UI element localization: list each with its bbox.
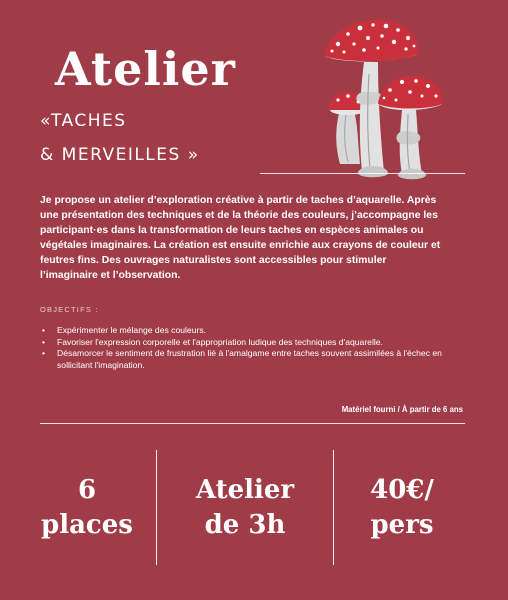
objective-text: Favoriser l'expression corporelle et l'appropriation ludique des techniques d'aquarelle.: [57, 336, 383, 347]
stat-duration-line1: Atelier: [195, 475, 295, 505]
fly-agaric-mushrooms-illustration: [318, 14, 448, 182]
footer-divider: [40, 423, 465, 424]
stat-duration: [170, 473, 320, 543]
bullet-dot-icon: •: [42, 348, 46, 358]
objectives-list: [40, 325, 465, 371]
bullet-dot-icon: •: [42, 336, 46, 347]
stat-places: [12, 473, 162, 543]
stat-duration-line2: de 3h: [204, 510, 286, 540]
page-title: Atelier: [55, 42, 236, 96]
stat-places-label: places: [41, 510, 133, 540]
stat-places-value: 6: [77, 475, 97, 505]
subtitle-line-1: «TACHES: [40, 111, 127, 131]
stat-price: [327, 473, 477, 543]
bullet-dot-icon: •: [42, 325, 46, 335]
materiel-note: Matériel fourni / À partir de 6 ans: [341, 405, 463, 414]
header-divider: [260, 173, 465, 174]
objective-text: Désamorcer le sentiment de frustration lié à l'amalgame entre taches souvent assimilées à l'échec en sollicitant l'imagination.: [57, 348, 442, 370]
objective-item: [40, 325, 465, 337]
objective-text: Expérimenter le mélange des couleurs.: [57, 325, 207, 335]
objective-item: [40, 348, 465, 371]
stat-price-label: pers: [370, 510, 434, 540]
stat-separator: [156, 450, 157, 565]
objective-item: [40, 337, 465, 349]
objectives-heading: OBJECTIFS :: [40, 305, 99, 314]
workshop-subtitle: [40, 104, 260, 172]
subtitle-line-2: & MERVEILLES »: [40, 145, 200, 165]
workshop-description: Je propose un atelier d’exploration créative à partir de taches d’aquarelle. Après une présentation des techniques et de la théorie des couleurs, j’accompagne les participant·es dans la transformation de leurs taches en espèces animales ou végétales imaginaires. La création est ensuite enrichie aux crayons de couleur et feutres fins. Des ouvrages naturalistes sont accessibles pour stimuler l’imaginaire et l’observation.: [40, 195, 441, 281]
stat-price-value: 40€/: [370, 475, 434, 505]
